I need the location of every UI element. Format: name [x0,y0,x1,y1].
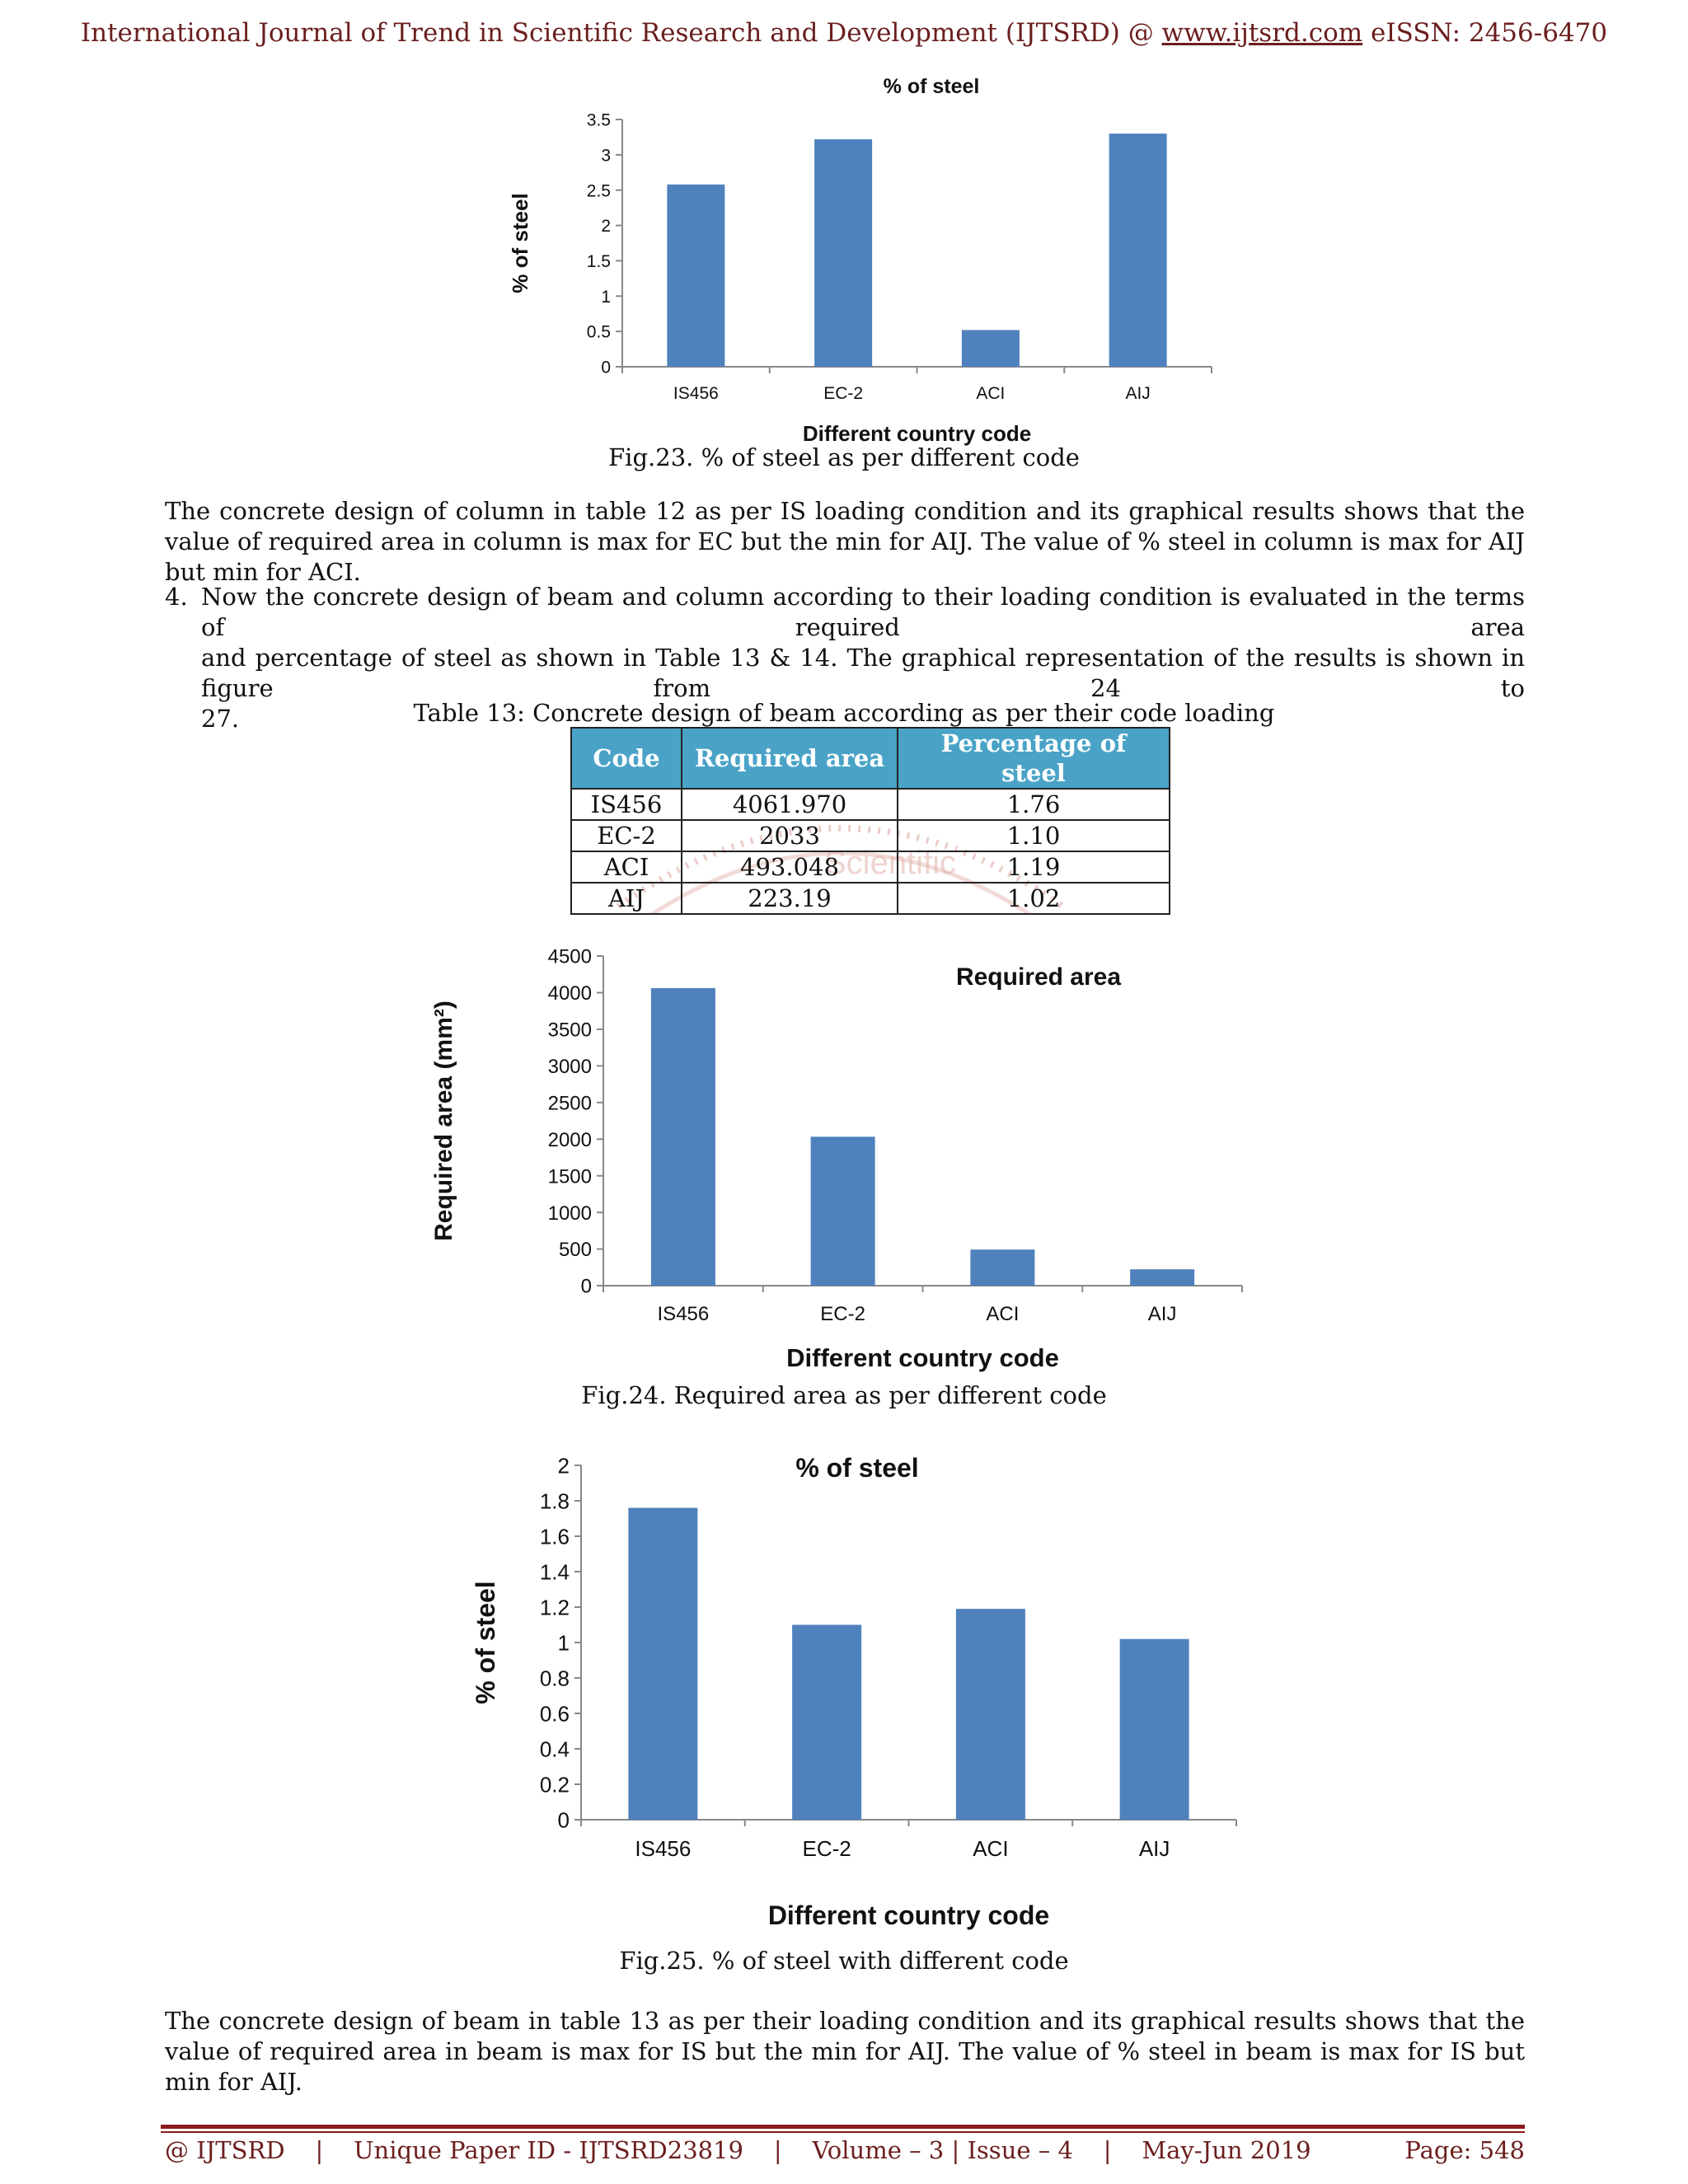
bar-ec-2 [792,1625,861,1821]
table13-caption: Table 13: Concrete design of beam according as per their code loading [413,699,1275,727]
header-percentage-steel: Percentage of steel [898,728,1170,789]
y-tick-label: 4000 [547,982,592,1005]
cell-pct: 1.19 [898,851,1170,883]
footer-rule-thin [161,2131,1525,2133]
x-tick-label: ACI [976,384,1006,403]
paragraph-column-results: The concrete design of column in table 12 as per IS loading condition and its graphical results shows that the value of required area in column is max for EC but the min for AIJ. The value of % steel in column is max for AIJ but min for ACI. [165,497,1525,586]
y-axis-title: Required area (mm²) [430,1001,457,1241]
y-tick-label: 2.5 [586,181,611,201]
list-item-4-line-3: 27. [201,705,240,733]
y-tick-label: 2 [557,1453,570,1479]
y-tick-label: 0 [601,358,611,377]
y-tick-label: 1.2 [539,1595,570,1620]
x-tick-label: AIJ [1138,1836,1170,1861]
fig23-chart [495,66,1236,445]
fig24-caption: Fig.24. Required area as per different code [581,1381,1107,1409]
svg-text:Scientific: Scientific [824,845,957,881]
page-number: Page: 548 [1404,2136,1525,2164]
bar-ec-2 [814,139,872,367]
y-tick-label: 0.8 [539,1666,570,1691]
running-header [0,18,1688,48]
header-code: Code [571,728,682,789]
y-tick-label: 0 [580,1275,592,1298]
y-tick-label: 3.5 [586,110,611,130]
cell-pct: 1.10 [898,820,1170,851]
x-axis-title: Different country code [802,421,1032,446]
chart-title: % of steel [883,75,980,98]
y-tick-label: 1.6 [539,1524,570,1549]
x-tick-label: EC-2 [820,1303,865,1325]
y-tick-label: 1.4 [539,1559,570,1585]
x-tick-label: EC-2 [823,384,864,403]
x-tick-label: IS456 [657,1303,710,1325]
bar-aci [970,1249,1034,1286]
cell-code: EC-2 [571,820,682,851]
cell-area: 2033 [682,820,898,851]
y-tick-label: 3 [601,146,611,166]
x-axis-title: Different country code [786,1343,1059,1372]
bar-aij [1130,1269,1194,1286]
y-axis-title: % of steel [471,1581,500,1704]
y-tick-label: 1000 [547,1202,592,1225]
y-tick-label: 2500 [547,1092,592,1115]
bar-is456 [628,1508,697,1820]
cell-pct: 1.02 [898,883,1170,914]
table-row [571,851,1170,883]
table-13 [570,727,1170,915]
y-tick-label: 2000 [547,1128,592,1151]
bar-aij [1109,134,1167,367]
x-tick-label: IS456 [635,1836,692,1861]
cell-code: IS456 [571,789,682,820]
table-header-row [571,728,1170,789]
y-tick-label: 4500 [547,945,592,968]
cell-area: 493.048 [682,851,898,883]
bar-aij [1120,1639,1189,1820]
paragraph-beam-results: The concrete design of beam in table 13 as per their loading condition and its graphical results shows that the value of required area in beam is max for IS but the min for AIJ. The value of % steel in beam is max for IS but min for AIJ. [165,2007,1525,2096]
list-item-4-line-2: and percentage of steel as shown in Table 13 & 14. The graphical representation of the results is shown in figure from 24 to [201,644,1525,702]
cell-area: 4061.970 [682,789,898,820]
y-tick-label: 1 [601,287,611,307]
x-tick-label: ACI [973,1836,1009,1861]
bar-is456 [651,988,715,1286]
chart-title: Required area [955,963,1122,991]
y-tick-label: 1500 [547,1165,592,1188]
y-tick-label: 0 [557,1807,570,1833]
y-tick-label: 0.5 [586,322,611,342]
cell-pct: 1.76 [898,789,1170,820]
y-tick-label: 500 [558,1239,592,1262]
y-tick-label: 2 [601,217,611,237]
header-required-area: Required area [682,728,898,789]
cell-code: AIJ [571,883,682,914]
y-tick-label: 1.5 [586,251,611,271]
footer-info: @ IJTSRD | Unique Paper ID - IJTSRD23819 | Volume – 3 | Issue – 4 | May-Jun 2019 [165,2136,1311,2164]
x-tick-label: AIJ [1125,384,1151,403]
y-tick-label: 0.6 [539,1701,570,1727]
cell-area: 223.19 [682,883,898,914]
y-tick-label: 1 [557,1630,570,1656]
fig24-chart [429,935,1269,1380]
x-tick-label: AIJ [1147,1303,1177,1325]
table-row [571,883,1170,914]
fig23-caption: Fig.23. % of steel as per different code [608,443,1080,471]
x-tick-label: EC-2 [802,1836,851,1861]
bar-is456 [667,185,724,367]
x-axis-title: Different country code [767,1900,1050,1930]
table-row [571,789,1170,820]
running-footer [165,2136,1525,2164]
list-number: 4. [165,583,188,611]
chart-title: % of steel [795,1453,919,1483]
y-axis-title: % of steel [508,193,532,293]
table-row [571,820,1170,851]
header-journal-name: International Journal of Trend in Scientific Research and Development (IJTSRD) @ [80,18,1162,48]
y-tick-label: 3000 [547,1055,592,1078]
cell-code: ACI [571,851,682,883]
bar-aci [962,330,1020,367]
y-tick-label: 0.4 [539,1736,570,1762]
header-journal-link[interactable]: www.ijtsrd.com [1161,18,1363,48]
bar-aci [956,1609,1025,1820]
list-item-4-line-1: Now the concrete design of beam and column according to their loading condition is evaluated in the terms of required area [201,583,1525,641]
x-tick-label: ACI [986,1303,1020,1325]
footer-rule [161,2125,1525,2129]
fig25-caption: Fig.25. % of steel with different code [619,1947,1069,1975]
y-tick-label: 3500 [547,1019,592,1042]
y-tick-label: 1.8 [539,1488,570,1514]
y-tick-label: 0.2 [539,1772,570,1797]
fig25-chart [462,1442,1253,1937]
x-tick-label: IS456 [673,384,719,403]
header-issn: eISSN: 2456-6470 [1362,18,1608,48]
bar-ec-2 [811,1137,875,1286]
